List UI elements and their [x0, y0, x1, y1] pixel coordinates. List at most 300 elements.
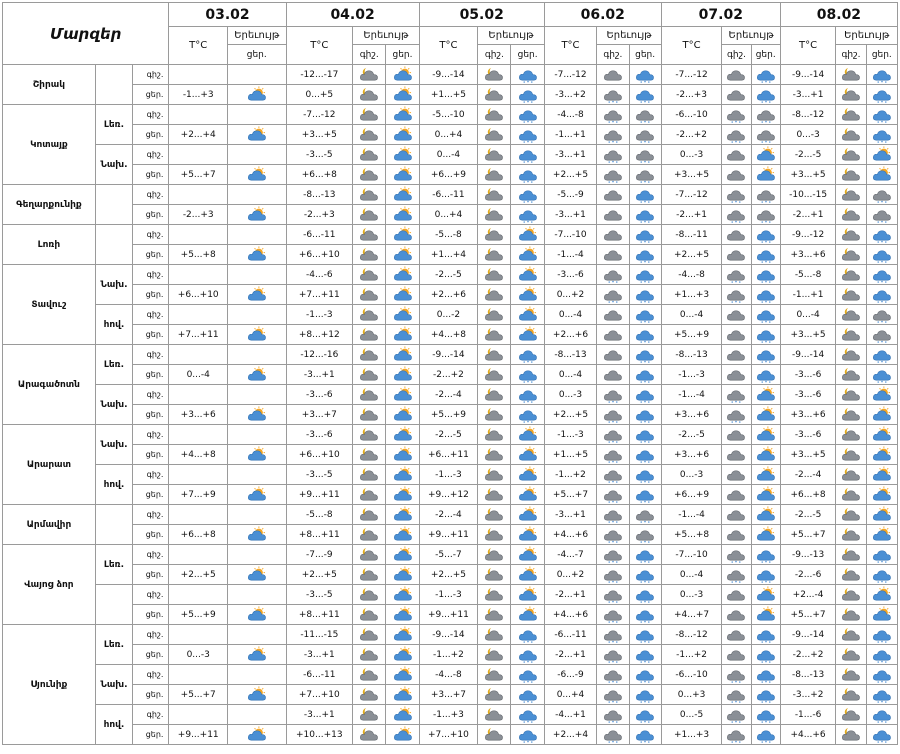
- sun-cloud-icon: [867, 466, 897, 483]
- moon-cloud-gray-icon: [836, 486, 865, 503]
- table-row: [3, 645, 898, 665]
- moon-cloud-icon-cell: [353, 345, 386, 365]
- time-of-day: գիշ.: [133, 385, 169, 405]
- cloud-snow-icon-cell: [722, 685, 751, 705]
- moon-cloud-gray-icon-cell: [478, 425, 511, 445]
- snow-icon: [752, 326, 780, 343]
- snow-icon-cell: [511, 145, 544, 165]
- empty-icon-cell: [227, 305, 286, 325]
- cloud-snow-icon-cell: [597, 505, 629, 525]
- cloud-snow-icon: [630, 146, 661, 163]
- phenomena-header: Երեւույթ: [836, 27, 898, 45]
- snow-icon: [511, 146, 543, 163]
- cloud-snow-icon: [867, 206, 897, 223]
- temperature-cell: +6...+10: [169, 285, 228, 305]
- moon-cloud-gray-icon-cell: [478, 165, 511, 185]
- moon-cloud-gray-icon: [836, 706, 865, 723]
- temperature-cell: -7...-12: [286, 105, 353, 125]
- sun-cloud-icon: [386, 286, 418, 303]
- moon-cloud-gray-icon: [836, 126, 865, 143]
- sun-cloud-icon: [228, 646, 286, 663]
- sun-cloud-icon-cell: [386, 505, 419, 525]
- moon-cloud-gray-icon: [836, 246, 865, 263]
- snow-icon: [630, 186, 661, 203]
- cloud-snow-icon-cell: [597, 705, 629, 725]
- time-of-day: գիշ.: [133, 265, 169, 285]
- table-row: [3, 465, 898, 485]
- cloud-gray-icon-cell: [722, 325, 751, 345]
- temperature-cell: -2...-5: [419, 425, 478, 445]
- time-of-day: գիշ.: [133, 545, 169, 565]
- sun-cloud-icon-cell: [511, 305, 544, 325]
- moon-cloud-icon: [353, 246, 385, 263]
- phenomena-header: Երեւույթ: [227, 27, 286, 45]
- cloud-snow-icon: [630, 526, 661, 543]
- sun-cloud-icon: [752, 426, 780, 443]
- snow-icon: [511, 206, 543, 223]
- sun-cloud-icon: [752, 526, 780, 543]
- moon-cloud-gray-icon: [478, 686, 510, 703]
- moon-cloud-gray-icon: [478, 146, 510, 163]
- cloud-gray-icon: [722, 326, 750, 343]
- sun-cloud-icon: [752, 166, 780, 183]
- sun-cloud-icon-cell: [386, 405, 419, 425]
- subregion-name: Նախ.: [95, 265, 132, 305]
- cloud-snow-icon-cell: [629, 505, 661, 525]
- temperature-cell: -2...+1: [780, 205, 835, 225]
- night-label: գիշ.: [353, 45, 386, 65]
- cloud-snow-icon-cell: [597, 145, 629, 165]
- sun-cloud-icon: [752, 406, 780, 423]
- snow-icon-cell: [751, 65, 780, 85]
- time-of-day: գիշ.: [133, 425, 169, 445]
- snow-icon: [630, 646, 661, 663]
- temperature-cell: +6...+10: [286, 445, 353, 465]
- cloud-gray-icon: [722, 606, 750, 623]
- temperature-cell: +4...+6: [544, 605, 596, 625]
- table-row: [3, 545, 898, 565]
- moon-cloud-gray-icon-cell: [836, 545, 866, 565]
- temperature-cell: +1...+3: [661, 285, 722, 305]
- snow-icon-cell: [866, 85, 897, 105]
- moon-cloud-gray-icon: [478, 666, 510, 683]
- region-name: Արագածոտն: [3, 345, 96, 425]
- moon-cloud-gray-icon-cell: [836, 725, 866, 745]
- snow-icon: [867, 626, 897, 643]
- moon-cloud-gray-icon: [478, 526, 510, 543]
- temperature-cell: -1...-3: [544, 425, 596, 445]
- moon-cloud-icon-cell: [353, 225, 386, 245]
- sun-cloud-icon: [867, 606, 897, 623]
- moon-cloud-gray-icon-cell: [478, 605, 511, 625]
- temperature-cell: -2...+3: [286, 205, 353, 225]
- table-row: [3, 65, 898, 85]
- time-of-day: գիշ.: [133, 185, 169, 205]
- temperature-cell: -2...-5: [780, 145, 835, 165]
- snow-icon-cell: [751, 345, 780, 365]
- temperature-cell: -4...-8: [544, 105, 596, 125]
- cloud-snow-icon-cell: [597, 685, 629, 705]
- temperature-cell: -5...-8: [780, 265, 835, 285]
- temperature-cell: -9...-14: [419, 345, 478, 365]
- region-name: Արմավիր: [3, 505, 96, 545]
- empty-icon-cell: [227, 425, 286, 445]
- sun-cloud-icon: [386, 126, 418, 143]
- cloud-snow-icon: [597, 86, 628, 103]
- region-name: Վայոց ձոր: [3, 545, 96, 625]
- moon-cloud-icon: [353, 406, 385, 423]
- moon-cloud-gray-icon: [836, 646, 865, 663]
- moon-cloud-gray-icon-cell: [836, 165, 866, 185]
- moon-cloud-gray-icon-cell: [836, 405, 866, 425]
- snow-icon-cell: [511, 365, 544, 385]
- snow-icon: [630, 586, 661, 603]
- temperature-cell: [169, 465, 228, 485]
- sun-cloud-icon-cell: [227, 445, 286, 465]
- snow-icon-cell: [751, 685, 780, 705]
- temperature-cell: +4...+7: [661, 605, 722, 625]
- moon-cloud-gray-icon: [478, 126, 510, 143]
- cloud-snow-icon: [597, 106, 628, 123]
- temperature-cell: -1...-3: [286, 305, 353, 325]
- sun-cloud-icon-cell: [751, 145, 780, 165]
- sun-cloud-icon-cell: [386, 585, 419, 605]
- moon-cloud-icon-cell: [353, 265, 386, 285]
- sun-cloud-icon: [867, 406, 897, 423]
- moon-cloud-icon-cell: [353, 305, 386, 325]
- snow-icon: [752, 306, 780, 323]
- cloud-snow-icon-cell: [597, 485, 629, 505]
- sun-cloud-icon-cell: [227, 325, 286, 345]
- cloud-gray-icon: [722, 226, 750, 243]
- sun-cloud-icon-cell: [386, 325, 419, 345]
- sun-cloud-icon: [386, 606, 418, 623]
- table-row: [3, 85, 898, 105]
- snow-icon-cell: [751, 325, 780, 345]
- snow-icon-cell: [629, 625, 661, 645]
- temperature-cell: +1...+5: [544, 445, 596, 465]
- moon-cloud-gray-icon: [836, 326, 865, 343]
- moon-cloud-gray-icon-cell: [478, 645, 511, 665]
- day-label: ցեր.: [227, 45, 286, 65]
- cloud-snow-icon-cell: [722, 705, 751, 725]
- cloud-gray-icon-cell: [722, 505, 751, 525]
- snow-icon: [630, 346, 661, 363]
- snow-icon: [867, 126, 897, 143]
- snow-icon-cell: [511, 165, 544, 185]
- temperature-cell: +4...+8: [419, 325, 478, 345]
- cloud-gray-icon: [722, 506, 750, 523]
- moon-cloud-gray-icon: [836, 466, 865, 483]
- snow-icon: [630, 226, 661, 243]
- temperature-cell: 0...+5: [286, 85, 353, 105]
- snow-icon-cell: [751, 725, 780, 745]
- temperature-cell: -6...-11: [286, 225, 353, 245]
- temperature-cell: -8...-13: [661, 345, 722, 365]
- sun-cloud-icon: [867, 426, 897, 443]
- temperature-cell: [169, 105, 228, 125]
- moon-cloud-gray-icon-cell: [836, 385, 866, 405]
- forecast-table: [2, 2, 898, 745]
- snow-icon: [511, 726, 543, 743]
- region-name: Կոտայք: [3, 105, 96, 185]
- sun-cloud-icon-cell: [866, 605, 897, 625]
- snow-icon: [511, 406, 543, 423]
- temperature-cell: -2...-5: [419, 265, 478, 285]
- moon-cloud-gray-icon: [478, 566, 510, 583]
- cloud-snow-icon: [597, 606, 628, 623]
- snow-icon: [630, 286, 661, 303]
- cloud-gray-icon-cell: [722, 645, 751, 665]
- cloud-snow-icon: [722, 386, 750, 403]
- snow-icon-cell: [866, 265, 897, 285]
- moon-cloud-gray-icon-cell: [836, 185, 866, 205]
- sun-cloud-icon: [511, 506, 543, 523]
- temperature-cell: +2...+5: [544, 165, 596, 185]
- cloud-snow-icon-cell: [722, 545, 751, 565]
- sun-cloud-icon-cell: [386, 205, 419, 225]
- table-row: [3, 565, 898, 585]
- temperature-cell: +2...+5: [286, 565, 353, 585]
- moon-cloud-gray-icon: [836, 446, 865, 463]
- sun-cloud-icon-cell: [386, 465, 419, 485]
- time-of-day: գիշ.: [133, 705, 169, 725]
- sun-cloud-icon-cell: [386, 685, 419, 705]
- snow-icon-cell: [511, 125, 544, 145]
- cloud-snow-icon-cell: [722, 105, 751, 125]
- sun-cloud-icon-cell: [511, 265, 544, 285]
- temperature-cell: +3...+5: [661, 165, 722, 185]
- sun-cloud-icon: [386, 186, 418, 203]
- cloud-snow-icon-cell: [597, 265, 629, 285]
- temperature-cell: -2...+2: [661, 125, 722, 145]
- snow-icon-cell: [866, 245, 897, 265]
- moon-cloud-gray-icon-cell: [478, 205, 511, 225]
- cloud-snow-icon-cell: [866, 305, 897, 325]
- time-of-day: գիշ.: [133, 625, 169, 645]
- moon-cloud-icon-cell: [353, 505, 386, 525]
- subregion-name: [95, 505, 132, 545]
- sun-cloud-icon-cell: [227, 525, 286, 545]
- moon-cloud-gray-icon-cell: [836, 205, 866, 225]
- snow-icon-cell: [866, 705, 897, 725]
- subregion-name: Լեռ.: [95, 105, 132, 145]
- temperature-cell: -2...+1: [544, 645, 596, 665]
- sun-cloud-icon: [511, 246, 543, 263]
- sun-cloud-icon: [752, 146, 780, 163]
- moon-cloud-gray-icon: [478, 266, 510, 283]
- day-label: ցեր.: [629, 45, 661, 65]
- temperature-cell: +3...+6: [661, 445, 722, 465]
- temperature-cell: +3...+6: [661, 405, 722, 425]
- sun-cloud-icon-cell: [227, 245, 286, 265]
- cloud-snow-icon: [597, 726, 628, 743]
- snow-icon: [630, 246, 661, 263]
- time-of-day: ցեր.: [133, 365, 169, 385]
- sun-cloud-icon: [752, 606, 780, 623]
- cloud-gray-icon-cell: [597, 65, 629, 85]
- temperature-cell: +3...+7: [286, 405, 353, 425]
- sun-cloud-icon-cell: [227, 725, 286, 745]
- sun-cloud-icon-cell: [227, 405, 286, 425]
- table-row: [3, 385, 898, 405]
- table-row: [3, 205, 898, 225]
- cloud-snow-icon-cell: [597, 665, 629, 685]
- temperature-cell: -6...-11: [419, 185, 478, 205]
- table-row: [3, 725, 898, 745]
- cloud-snow-icon: [722, 546, 750, 563]
- sun-cloud-icon: [386, 466, 418, 483]
- marz-header: Մարզեր: [3, 3, 169, 65]
- cloud-snow-icon-cell: [722, 665, 751, 685]
- sun-cloud-icon: [867, 166, 897, 183]
- cloud-snow-icon: [597, 686, 628, 703]
- temperature-cell: [169, 505, 228, 525]
- moon-cloud-gray-icon: [478, 406, 510, 423]
- table-row: [3, 425, 898, 445]
- cloud-snow-icon: [722, 666, 750, 683]
- sun-cloud-icon-cell: [751, 165, 780, 185]
- subregion-name: Նախ.: [95, 145, 132, 185]
- snow-icon-cell: [751, 705, 780, 725]
- cloud-snow-icon-cell: [597, 385, 629, 405]
- sun-cloud-icon: [511, 526, 543, 543]
- sun-cloud-icon: [228, 166, 286, 183]
- snow-icon: [867, 266, 897, 283]
- cloud-snow-icon-cell: [597, 405, 629, 425]
- temperature-cell: [169, 425, 228, 445]
- sun-cloud-icon: [867, 506, 897, 523]
- subregion-name: [95, 585, 132, 625]
- temperature-cell: -3...+1: [286, 365, 353, 385]
- moon-cloud-gray-icon: [836, 546, 865, 563]
- moon-cloud-gray-icon-cell: [478, 465, 511, 485]
- moon-cloud-icon-cell: [353, 65, 386, 85]
- moon-cloud-icon: [353, 186, 385, 203]
- temperature-cell: [169, 385, 228, 405]
- snow-icon: [630, 606, 661, 623]
- snow-icon-cell: [751, 665, 780, 685]
- sun-cloud-icon: [752, 386, 780, 403]
- sun-cloud-icon-cell: [386, 345, 419, 365]
- moon-cloud-icon: [353, 326, 385, 343]
- empty-icon-cell: [227, 505, 286, 525]
- moon-cloud-gray-icon: [478, 66, 510, 83]
- cloud-snow-icon-cell: [629, 525, 661, 545]
- temperature-cell: -6...-10: [661, 665, 722, 685]
- snow-icon-cell: [629, 665, 661, 685]
- moon-cloud-gray-icon-cell: [836, 485, 866, 505]
- time-of-day: ցեր.: [133, 245, 169, 265]
- cloud-snow-icon: [630, 126, 661, 143]
- temperature-cell: +5...+7: [544, 485, 596, 505]
- sun-cloud-icon-cell: [386, 485, 419, 505]
- moon-cloud-gray-icon-cell: [478, 125, 511, 145]
- cloud-snow-icon: [597, 486, 628, 503]
- temperature-cell: [169, 65, 228, 85]
- sun-cloud-icon-cell: [386, 105, 419, 125]
- snow-icon-cell: [866, 545, 897, 565]
- sun-cloud-icon-cell: [511, 605, 544, 625]
- temperature-cell: -1...+2: [544, 465, 596, 485]
- moon-cloud-icon: [353, 166, 385, 183]
- temperature-cell: +3...+5: [780, 165, 835, 185]
- cloud-gray-icon: [722, 446, 750, 463]
- cloud-gray-icon-cell: [722, 345, 751, 365]
- temperature-cell: +4...+6: [780, 725, 835, 745]
- time-of-day: ցեր.: [133, 525, 169, 545]
- sun-cloud-icon-cell: [386, 285, 419, 305]
- temperature-cell: +8...+11: [286, 525, 353, 545]
- snow-icon-cell: [866, 365, 897, 385]
- snow-icon: [752, 346, 780, 363]
- time-of-day: գիշ.: [133, 585, 169, 605]
- cloud-gray-icon-cell: [722, 445, 751, 465]
- temp-header: T°C: [544, 27, 596, 65]
- cloud-snow-icon-cell: [597, 645, 629, 665]
- moon-cloud-gray-icon: [836, 226, 865, 243]
- subregion-name: Լեռ.: [95, 545, 132, 585]
- moon-cloud-gray-icon-cell: [836, 285, 866, 305]
- sun-cloud-icon: [386, 106, 418, 123]
- moon-cloud-gray-icon-cell: [478, 345, 511, 365]
- cloud-gray-icon: [597, 306, 628, 323]
- temperature-cell: -7...-9: [286, 545, 353, 565]
- cloud-snow-icon: [867, 306, 897, 323]
- table-row: [3, 345, 898, 365]
- temperature-cell: +6...+8: [169, 525, 228, 545]
- sun-cloud-icon-cell: [386, 185, 419, 205]
- sun-cloud-icon-cell: [751, 425, 780, 445]
- moon-cloud-icon: [353, 346, 385, 363]
- sun-cloud-icon: [228, 486, 286, 503]
- temperature-cell: [169, 665, 228, 685]
- cloud-snow-icon: [867, 186, 897, 203]
- snow-icon: [752, 646, 780, 663]
- moon-cloud-gray-icon: [478, 426, 510, 443]
- temperature-cell: -2...-5: [780, 505, 835, 525]
- moon-cloud-icon: [353, 206, 385, 223]
- sun-cloud-icon: [752, 446, 780, 463]
- sun-cloud-icon-cell: [386, 165, 419, 185]
- temperature-cell: -3...-6: [780, 365, 835, 385]
- temperature-cell: -3...-5: [286, 585, 353, 605]
- temperature-cell: -7...-12: [544, 65, 596, 85]
- moon-cloud-icon: [353, 586, 385, 603]
- time-of-day: ցեր.: [133, 685, 169, 705]
- moon-cloud-icon-cell: [353, 625, 386, 645]
- cloud-gray-icon: [722, 366, 750, 383]
- sun-cloud-icon: [511, 426, 543, 443]
- temperature-cell: -1...+2: [419, 645, 478, 665]
- snow-icon: [511, 66, 543, 83]
- moon-cloud-gray-icon: [836, 686, 865, 703]
- temperature-cell: 0...-4: [419, 145, 478, 165]
- temperature-cell: -8...-13: [544, 345, 596, 365]
- cloud-snow-icon-cell: [751, 185, 780, 205]
- temperature-cell: -4...-7: [544, 545, 596, 565]
- sun-cloud-icon-cell: [227, 365, 286, 385]
- sun-cloud-icon: [386, 166, 418, 183]
- snow-icon: [511, 686, 543, 703]
- subregion-name: [95, 225, 132, 265]
- cloud-gray-icon: [722, 66, 750, 83]
- day-label: ցեր.: [866, 45, 897, 65]
- moon-cloud-icon: [353, 386, 385, 403]
- moon-cloud-gray-icon-cell: [836, 565, 866, 585]
- sun-cloud-icon-cell: [386, 385, 419, 405]
- phenomena-header: Երեւույթ: [353, 27, 420, 45]
